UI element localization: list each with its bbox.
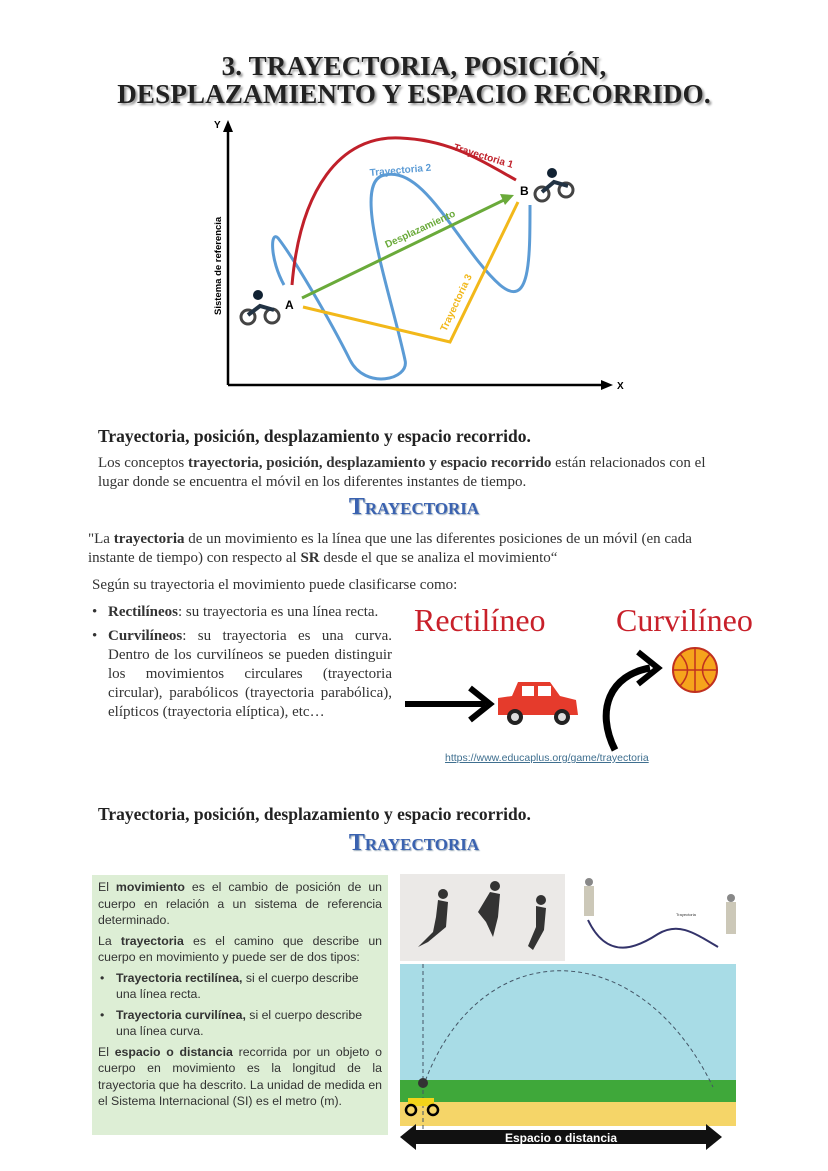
curvilineo-label: Curvilíneo bbox=[616, 602, 753, 638]
bold-term: movimiento bbox=[115, 880, 185, 894]
trajectory-illustrations bbox=[398, 872, 743, 1157]
movement-definition bbox=[98, 879, 382, 929]
movement-types-list bbox=[92, 603, 392, 727]
quote-text: de un movimiento es la línea que une las diferentes posiciones de un móvil (en cada instante de tiempo) con respecto al bbox=[88, 531, 692, 566]
curved-arrow-icon bbox=[606, 652, 658, 750]
definitions-box bbox=[92, 875, 388, 1135]
text: es el cambio de posición de un cuerpo en relación a un sistema de referencia determinado. bbox=[98, 880, 383, 927]
motorbike-icon-a bbox=[241, 290, 279, 324]
point-a-label: A bbox=[285, 298, 294, 312]
ball-icon bbox=[418, 1078, 428, 1088]
quote-bold-sr: SR bbox=[300, 550, 320, 566]
list-item bbox=[98, 1007, 382, 1040]
sand-area bbox=[400, 1102, 736, 1126]
quote-text: "La bbox=[88, 531, 114, 547]
text: La bbox=[98, 933, 121, 948]
reference-system-label: Sistema de referencia bbox=[213, 216, 224, 315]
straight-arrow-icon bbox=[405, 688, 490, 720]
list-item bbox=[92, 627, 392, 722]
section2-heading: Trayectoria, posición, desplazamiento y espacio recorrido. bbox=[98, 804, 531, 824]
distance-label: Espacio o distancia bbox=[504, 1131, 618, 1145]
text: El bbox=[98, 1044, 115, 1059]
intro-text-end: están relacionados con el lugar donde se encuentra el móvil en los diferentes instantes de tiempo. bbox=[98, 455, 706, 490]
classify-text: Según su trayectoria el movimiento puede clasificarse como: bbox=[92, 577, 458, 593]
section1-intro bbox=[98, 454, 733, 492]
text: recorrida por un objeto o cuerpo en movimiento es la longitud de la trayectoria que ha descrito. La unidad de medida en el Sistema Internacional (SI) es el metro (m). bbox=[98, 1044, 382, 1108]
y-axis-label: Y bbox=[214, 120, 221, 131]
rectilineo-label: Rectilíneo bbox=[414, 602, 546, 638]
bullet-term: Trayectoria rectilínea, bbox=[116, 970, 243, 985]
bullet-text: si el cuerpo describe una línea curva. bbox=[116, 1007, 363, 1038]
bullet-text: si el cuerpo describe una línea recta. bbox=[116, 970, 359, 1001]
car-icon bbox=[498, 682, 578, 725]
distance-definition bbox=[98, 1044, 382, 1110]
bullet-term: Curvilíneos bbox=[108, 628, 183, 644]
list-item bbox=[98, 970, 382, 1003]
bullet-text: : su trayectoria es una curva. Dentro de los curvilíneos se pueden distinguir los movimientos circulares (trayectoria circular), parabólicos (trayectoria parabólica), elípticos (trayectoria elíptica), etc… bbox=[108, 628, 392, 720]
quote-bold: trayectoria bbox=[113, 531, 185, 547]
sky-area bbox=[400, 964, 736, 1084]
bullet-text: : su trayectoria es una línea recta. bbox=[177, 604, 379, 620]
bullet-term: Trayectoria curvilínea, bbox=[116, 1007, 246, 1022]
text: El bbox=[98, 880, 116, 894]
text: es el camino que describe un cuerpo en movimiento y puede ser de dos tipos: bbox=[98, 933, 382, 964]
point-b-label: B bbox=[520, 184, 529, 198]
quote-text-end: desde el que se analiza el movimiento“ bbox=[319, 550, 558, 566]
trajectory-diagram bbox=[200, 110, 640, 400]
trajectory-definition-2 bbox=[98, 933, 382, 966]
section1-heading: Trayectoria, posición, desplazamiento y espacio recorrido. bbox=[98, 426, 531, 446]
motorbike-icon-b bbox=[535, 168, 573, 201]
displacement-arrow bbox=[302, 199, 506, 298]
walker-trajectory-label: Trayectoria bbox=[676, 912, 696, 917]
page-title-line2: DESPLAZAMIENTO Y ESPACIO RECORRIDO. bbox=[117, 79, 711, 109]
section1-subtitle: Trayectoria bbox=[348, 494, 480, 520]
motion-types-illustration bbox=[400, 640, 750, 760]
walking-trajectory-icon bbox=[584, 878, 736, 948]
intro-bold: trayectoria, posición, desplazamiento y espacio recorrido bbox=[187, 455, 552, 471]
list-item bbox=[92, 603, 392, 622]
educaplus-link[interactable]: https://www.educaplus.org/game/trayectoria bbox=[445, 752, 649, 764]
trajectory-2-label: Trayectoria 2 bbox=[369, 162, 432, 179]
displacement-label: Desplazamiento bbox=[383, 208, 458, 251]
intro-text: Los conceptos bbox=[98, 455, 188, 471]
x-axis-label: X bbox=[617, 381, 624, 392]
trajectory-3-label: Trayectoria 3 bbox=[438, 272, 475, 334]
trajectory-definition bbox=[88, 530, 733, 568]
bullet-term: Rectilíneos bbox=[108, 604, 178, 620]
page-title-line1: 3. TRAYECTORIA, POSICIÓN, bbox=[221, 51, 607, 81]
bold-term: trayectoria bbox=[120, 933, 184, 948]
bold-term: espacio o distancia bbox=[114, 1044, 233, 1059]
grass-area bbox=[400, 1080, 736, 1102]
trajectory-1-label: Trayectoria 1 bbox=[452, 142, 515, 171]
basketball-icon bbox=[673, 648, 717, 692]
section2-subtitle: Trayectoria bbox=[348, 830, 480, 856]
